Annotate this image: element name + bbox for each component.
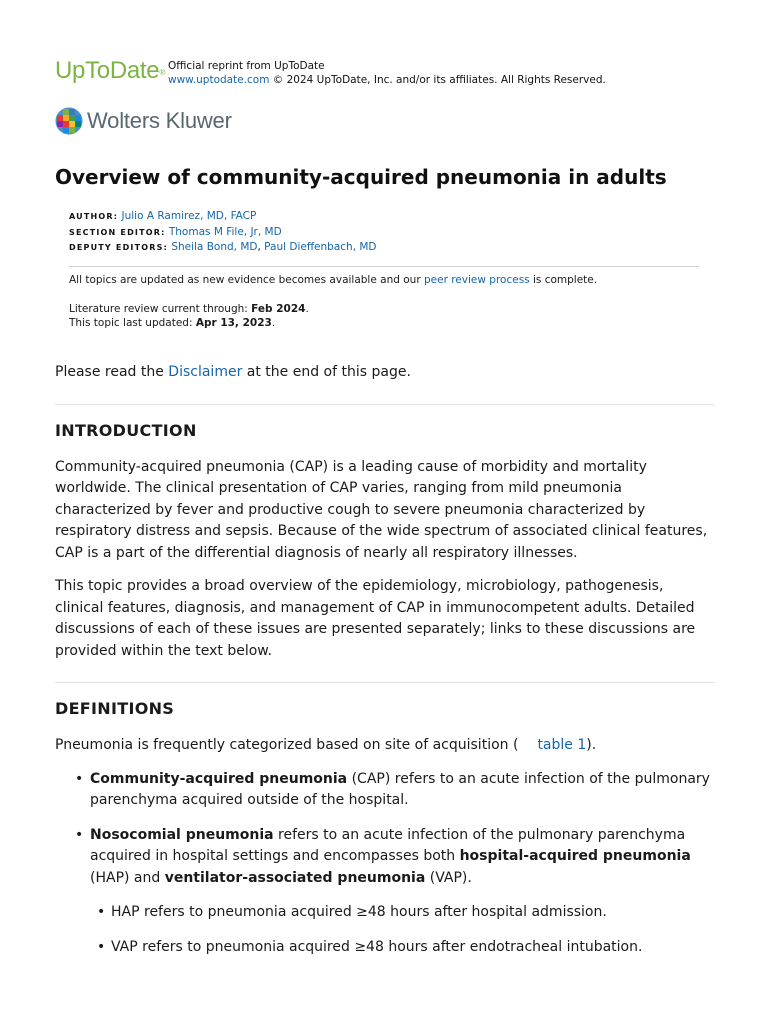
section-editor-label: SECTION EDITOR:	[69, 227, 166, 237]
paragraph: This topic provides a broad overview of the epidemiology, microbiology, pathogenesis, clinical features, diagnosis, and management of CAP in immunocompetent adults. Detailed discussions of each of these issues are presented separately; links to these discussions are provided within the text below.	[55, 578, 696, 659]
paragraph: Pneumonia is frequently categorized based on site of acquisition ( table 1).	[55, 737, 597, 753]
reprint-line: Official reprint from UpToDate	[168, 60, 325, 72]
site-link[interactable]: www.uptodate.com	[168, 74, 270, 86]
author-block: AUTHOR: Julio A Ramirez, MD, FACP SECTION EDITOR: Thomas M File, Jr, MD DEPUTY EDITORS: Sheila Bond, MD, Paul Dieffenbach, MD	[69, 210, 377, 254]
deputy-editor-link[interactable]: Sheila Bond, MD	[171, 241, 258, 254]
deputy-editor-link[interactable]: Paul Dieffenbach, MD	[264, 241, 377, 254]
list-item: • HAP refers to pneumonia acquired ≥48 hours after hospital admission.	[55, 902, 715, 924]
list-item: • Nosocomial pneumonia refers to an acute infection of the pulmonary parenchyma acquired in hospital settings and encompasses both hospital-acquired pneumonia (HAP) and ventilator-associated pneumonia (VAP).	[55, 825, 715, 890]
introduction-heading: INTRODUCTION	[55, 420, 197, 440]
last-updated-date: Apr 13, 2023	[195, 317, 272, 330]
reprint-notice	[168, 59, 606, 87]
table-link[interactable]: table 1	[537, 737, 587, 753]
update-notes: All topics are updated as new evidence becomes available and our peer review process is complete. Literature review current through: Feb 2024. This topic last updated: Apr 13, 2023.	[69, 274, 598, 330]
deputy-editors-label: DEPUTY EDITORS:	[69, 243, 168, 253]
literature-date: Feb 2024	[251, 302, 306, 315]
list-item: • VAP refers to pneumonia acquired ≥48 hours after endotracheal intubation.	[55, 937, 715, 959]
section-editor-link[interactable]: Thomas M File, Jr, MD	[168, 225, 282, 238]
wolters-kluwer-mosaic-icon	[55, 107, 83, 135]
page-title: Overview of community-acquired pneumonia in adults	[55, 165, 667, 189]
divider	[69, 266, 699, 267]
table-icon	[521, 739, 535, 749]
definitions-heading: DEFINITIONS	[55, 699, 175, 718]
nosocomial-sublist	[55, 902, 715, 958]
copyright: © 2024 UpToDate, Inc. and/or its affiliates. All Rights Reserved.	[269, 74, 606, 86]
publisher-name: Wolters Kluwer	[87, 108, 232, 133]
divider	[55, 682, 715, 683]
divider	[55, 404, 715, 405]
definitions-list	[55, 769, 715, 890]
disclaimer-link[interactable]: Disclaimer	[168, 364, 243, 380]
wolters-kluwer-logo	[55, 107, 232, 135]
disclaimer-note: Please read the Disclaimer at the end of this page.	[55, 364, 411, 380]
list-item: • Community-acquired pneumonia (CAP) refers to an acute infection of the pulmonary parenchyma acquired outside of the hospital.	[55, 769, 715, 812]
author-label: AUTHOR:	[69, 212, 119, 221]
author-link[interactable]: Julio A Ramirez, MD, FACP	[121, 210, 257, 222]
paragraph: Community-acquired pneumonia (CAP) is a leading cause of morbidity and mortality worldwide. The clinical presentation of CAP varies, ranging from mild pneumonia characterized by fever and productive cough to severe pneumonia characterized by respiratory distress and sepsis. Because of the wide spectrum of associated clinical features, CAP is a part of the differential diagnosis of nearly all respiratory illnesses.	[55, 458, 708, 561]
peer-review-link[interactable]: peer review process	[423, 274, 530, 286]
uptodate-logo: UpToDate®	[55, 57, 165, 84]
article-body	[55, 362, 715, 971]
